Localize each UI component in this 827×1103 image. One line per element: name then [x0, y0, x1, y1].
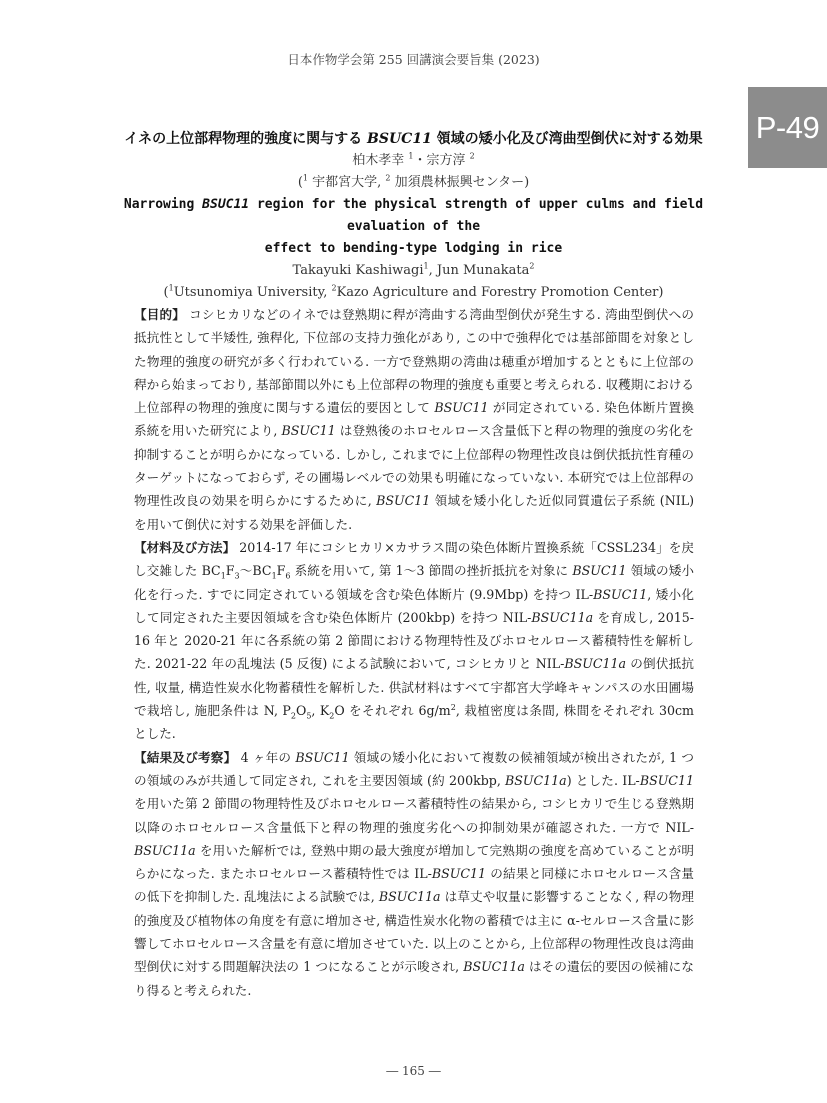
title-en-part: Narrowing	[123, 197, 203, 212]
body-text: O	[295, 703, 307, 719]
affiliations-english	[100, 282, 727, 304]
title-english-line2: effect to bending-type lodging in rice	[264, 241, 563, 256]
gene-name: BSUC11	[202, 197, 250, 212]
title-jp-part: イネの上位部稈物理的強度に関与する	[124, 131, 368, 147]
subscript: 5	[306, 711, 312, 721]
body-text: ～BC	[239, 563, 272, 579]
subscript: 3	[234, 571, 240, 581]
authors-english	[100, 260, 727, 282]
gene-name: BSUC11	[593, 586, 648, 602]
author-name: ・宗方淳	[413, 153, 470, 168]
gene-name: BSUC11a	[134, 842, 196, 858]
gene-name: BSUC11	[639, 772, 694, 788]
author-name: 柏木孝幸	[352, 153, 409, 168]
body-text: F	[276, 563, 286, 579]
body-text: O をそれぞれ 6g/m	[334, 703, 451, 719]
subscript: 1	[220, 571, 226, 581]
title-jp-part: 領域の矮小化及び湾曲型倒伏に対する効果	[431, 131, 703, 147]
body-text: はその遺伝的要因の候補になり得ると考えられた.	[134, 959, 694, 998]
section-heading: 【目的】	[134, 307, 185, 322]
affiliation-mark: 2	[529, 261, 535, 271]
subscript: 1	[271, 571, 277, 581]
gene-name: BSUC11a	[505, 772, 567, 788]
body-text: が同定されている. 染色体断片置換系統を用いた研究により,	[134, 400, 694, 439]
paren: (	[297, 175, 303, 190]
affiliation-mark: 1	[423, 261, 429, 271]
gene-name: BSUC11a	[531, 609, 594, 625]
body-text: F	[225, 563, 235, 579]
title-japanese	[100, 128, 727, 150]
proceedings-header: 日本作物学会第 255 回講演会要旨集 (2023)	[287, 52, 540, 67]
affiliations-japanese	[100, 172, 727, 194]
body-text: 領域の矮小化を行った. すでに同定されている領域を含む染色体断片 (9.9Mbp) を持つ IL-	[134, 563, 694, 602]
paren: (	[163, 285, 169, 300]
affiliation-mark: 2	[469, 151, 475, 161]
body-text: を育成し, 2015-16 年と 2020-21 年に各系統の第 2 節間における物理特性及びホロセルロース蓄積特性を解析した. 2021-22 年の乱塊法 (5 反復) による試験において, コシヒカリと NIL-	[134, 609, 694, 672]
section-heading: 【材料及び方法】	[134, 539, 236, 555]
subscript: 2	[290, 711, 296, 721]
body-text: は登熟後のホロセルロース含量低下と稈の物理的強度の劣化を抑制することが明らかになっている. しかし, これまでに上位部稈の物理性改良は倒伏抵抗性育種のターゲットになっておらず, その圃場レベルでの効果も明確になっていない. 本研究では上位部稈の物理性改良の効果を明らかにするために,	[134, 423, 694, 509]
gene-name: BSUC11a	[463, 959, 525, 975]
affiliation-text: 宇都宮大学,	[307, 175, 386, 190]
body-text: コシヒカリなどのイネでは登熟期に稈が湾曲する湾曲型倒伏が発生する. 湾曲型倒伏への抵抗性として半矮性, 強稈化, 下位部の支持力強化があり, この中で強稈化では基部節間を対象とした物理的強度の研究が多く行われている. 一方で登熟期の湾曲は穂重が増加するとともに上位部の稈から始まっており, 基部節間以外にも上位部稈の物理的強度も重要と考えられる. 収穫期における上位部稈の物理的強度に関与する遺伝的要因として	[134, 307, 695, 416]
gene-name: BSUC11	[376, 493, 431, 509]
gene-name: BSUC11a	[378, 889, 441, 905]
body-text: の倒伏抵抗性, 収量, 構造性炭水化物蓄積性を解析した. 供試材料はすべて宇都宮大学峰キャンパスの水田圃場で栽培し, 施肥条件は N, P	[134, 656, 695, 719]
methods-section	[134, 536, 694, 746]
body-text: ) とした. IL-	[566, 772, 640, 788]
poster-number-tab: P-49	[748, 87, 827, 168]
affiliation-mark: 2	[385, 173, 391, 183]
body-text: の結果と同様にホロセルロース含量の低下を抑制した. 乱塊法による試験では,	[134, 866, 694, 905]
gene-name: BSUC11	[367, 131, 432, 147]
gene-name: BSUC11	[572, 563, 627, 579]
results-section	[134, 746, 694, 1002]
body-text: を用いた解析では, 登熟中期の最大強度が増加して完熟期の強度を高めていることが明らかになった. またホロセルロース蓄積特性では IL-	[134, 842, 694, 882]
authors-japanese	[100, 150, 727, 172]
affiliation-mark: 1	[302, 173, 308, 183]
author-name: , Jun Munakata	[428, 263, 530, 278]
affiliation-text: Utsunomiya University,	[173, 285, 332, 300]
gene-name: BSUC11	[431, 866, 487, 882]
subscript: 6	[285, 571, 291, 581]
body-text: は草丈や収量に影響することなく, 稈の物理的強度及び植物体の角度を有意に増加させ, 構造性炭水化物の蓄積では主に α-セルロース含量に影響してホロセルロース含量を有意に増加させていた. 以上のことから, 上位部稈の物理性改良は湾曲型倒伏に対する問題解決法の 1 つになることが示唆され,	[134, 889, 695, 975]
section-heading: 【結果及び考察】	[134, 749, 237, 765]
affiliation-mark: 1	[168, 283, 174, 293]
purpose-section	[134, 303, 694, 536]
body-text: 領域を矮小化した近似同質遺伝子系統 (NIL) を用いて倒伏に対する効果を評価した.	[134, 493, 694, 532]
author-name: Takayuki Kashiwagi	[292, 263, 424, 278]
body-text: 4 ヶ年の	[236, 749, 296, 765]
gene-name: BSUC11	[295, 749, 350, 765]
gene-name: BSUC11	[281, 423, 336, 439]
page-number: ― 165 ―	[386, 1064, 441, 1078]
affiliation-text: Kazo Agriculture and Forestry Promotion Center)	[336, 285, 664, 300]
body-text: , 矮小化して同定された主要因領域を含む染色体断片 (200kbp) を持つ NIL-	[134, 586, 694, 625]
affiliation-text: 加須農林振興センター)	[390, 175, 530, 190]
subscript: 2	[329, 711, 335, 721]
gene-name: BSUC11	[434, 400, 489, 416]
title-english	[100, 194, 727, 238]
gene-name: BSUC11a	[564, 656, 627, 672]
affiliation-mark: 2	[331, 283, 337, 293]
title-en-part: region for the physical strength of upper culms and field evaluation of the	[249, 197, 704, 234]
body-text: 系統を用いて, 第 1～3 節間の挫折抵抗を対象に	[290, 563, 573, 579]
body-text: 2014-17 年にコシヒカリ×カサラス間の染色体断片置換系統「CSSL234」を戻し交雑した BC	[134, 539, 694, 579]
body-text: を用いた第 2 節間の物理特性及びホロセルロース蓄積特性の結果から, コシヒカリで生じる登熟期以降のホロセルロース含量低下と稈の物理的強度劣化への抑制効果が確認された. 一方で NIL-	[134, 796, 694, 835]
superscript: 2	[450, 702, 456, 712]
affiliation-mark: 1	[408, 151, 414, 161]
title-block	[100, 128, 727, 304]
abstract-body	[134, 303, 694, 1002]
body-text: , K	[311, 703, 330, 719]
body-text: , 栽植密度は条間, 株間をそれぞれ 30cm とした.	[134, 703, 695, 742]
body-text: 領域の矮小化において複数の候補領域が検出されたが, 1 つの領域のみが共通して同定され, これを主要因領域 (約 200kbp,	[134, 749, 694, 788]
